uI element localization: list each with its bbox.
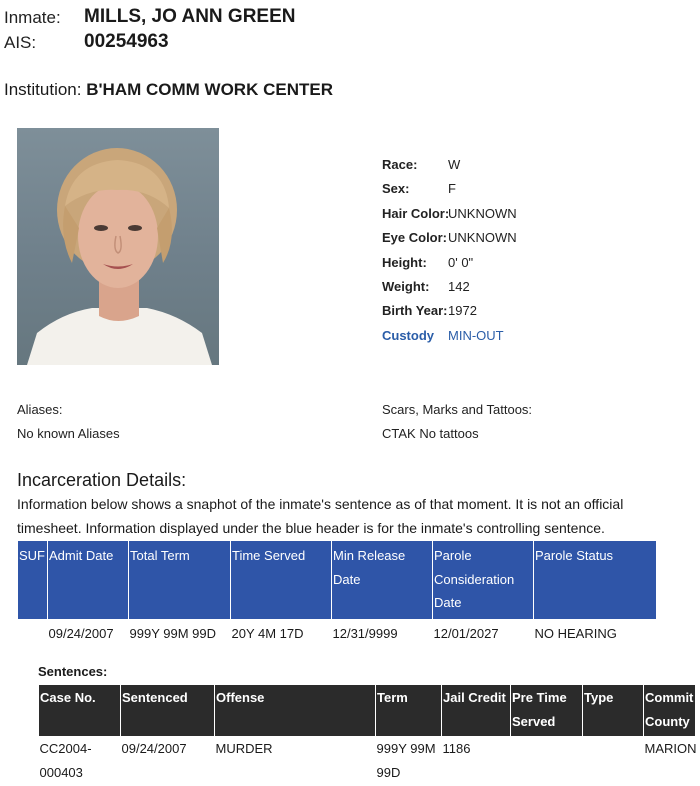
weight-value: 142 — [448, 279, 470, 294]
col-header: Term — [376, 685, 442, 736]
incarceration-table — [17, 541, 657, 648]
portrait-image — [17, 128, 219, 365]
aliases-value: No known Aliases — [17, 426, 120, 441]
col-header: Case No. — [39, 685, 121, 736]
suf-cell — [18, 619, 48, 648]
total-term-cell: 999Y 99M 99D — [129, 625, 216, 641]
eye-color-label: Eye Color: — [382, 230, 448, 245]
parole-consideration-cell: 12/01/2027 — [433, 625, 499, 641]
institution-label: Institution: — [4, 80, 82, 99]
height-value: 0' 0" — [448, 255, 474, 270]
admit-date-cell: 09/24/2007 — [48, 625, 114, 641]
table-row — [18, 619, 657, 648]
scars-value: CTAK No tattoos — [382, 426, 479, 441]
col-header: Min Release Date — [332, 541, 433, 619]
col-header: Time Served — [231, 541, 332, 619]
col-header: Sentenced — [121, 685, 215, 736]
incarceration-description: Information below shows a snaphot of the inmate's sentence as of that moment. It is not an official timesheet. Information displayed under the blue header is for the inmate's controlling sentence. — [17, 496, 624, 536]
col-header: Total Term — [129, 541, 231, 619]
col-header: SUF — [18, 541, 48, 619]
col-header: Commit County — [644, 685, 696, 736]
aliases-label: Aliases: — [17, 402, 63, 417]
min-release-cell: 12/31/9999 — [332, 625, 398, 641]
custody-value[interactable]: MIN-OUT — [448, 328, 504, 343]
custody-label[interactable]: Custody — [382, 328, 434, 343]
offense-cell: MURDER — [215, 741, 273, 756]
sentenced-cell: 09/24/2007 — [121, 741, 187, 756]
birth-year-value: 1972 — [448, 303, 477, 318]
inmate-photo — [17, 128, 219, 365]
ais-label: AIS: — [4, 33, 37, 52]
col-header: Type — [583, 685, 644, 736]
sentences-title: Sentences: — [38, 664, 108, 679]
jail-credit-cell: 1186 — [442, 741, 471, 756]
ais-number: 00254963 — [84, 31, 169, 52]
parole-status-cell: NO HEARING — [534, 625, 617, 641]
eye-color-value: UNKNOWN — [448, 230, 517, 245]
scars-label: Scars, Marks and Tattoos: — [382, 402, 533, 417]
birth-year-label: Birth Year: — [382, 303, 448, 318]
commit-county-cell: MARION — [644, 741, 697, 756]
table-row — [39, 736, 696, 786]
institution-line — [4, 80, 333, 100]
col-header: Pre Time Served — [511, 685, 583, 736]
sentences-table — [38, 685, 696, 786]
col-header: Admit Date — [48, 541, 129, 619]
race-label: Race: — [382, 157, 418, 172]
sentences-header-row — [39, 685, 696, 736]
sex-label: Sex: — [382, 181, 410, 196]
col-header: Parole Status — [534, 541, 657, 619]
height-label: Height: — [382, 255, 427, 270]
time-served-cell: 20Y 4M 17D — [231, 625, 304, 641]
race-value: W — [448, 157, 461, 172]
col-header: Jail Credit — [442, 685, 511, 736]
col-header: Parole Consideration Date — [433, 541, 534, 619]
type-cell — [583, 736, 644, 786]
sex-value: F — [448, 181, 456, 196]
term-cell: 999Y 99M 99D — [376, 741, 436, 780]
inmate-name: MILLS, JO ANN GREEN — [84, 6, 296, 27]
incarceration-title: Incarceration Details: — [17, 470, 187, 490]
col-header: Offense — [215, 685, 376, 736]
inmate-label: Inmate: — [4, 8, 61, 27]
weight-label: Weight: — [382, 279, 430, 294]
case-no-cell: CC2004-000403 — [39, 741, 92, 780]
institution-name: B'HAM COMM WORK CENTER — [86, 80, 333, 99]
hair-color-label: Hair Color: — [382, 206, 450, 221]
incarceration-header-row — [18, 541, 657, 619]
pre-time-served-cell — [511, 736, 583, 786]
hair-color-value: UNKNOWN — [448, 206, 517, 221]
